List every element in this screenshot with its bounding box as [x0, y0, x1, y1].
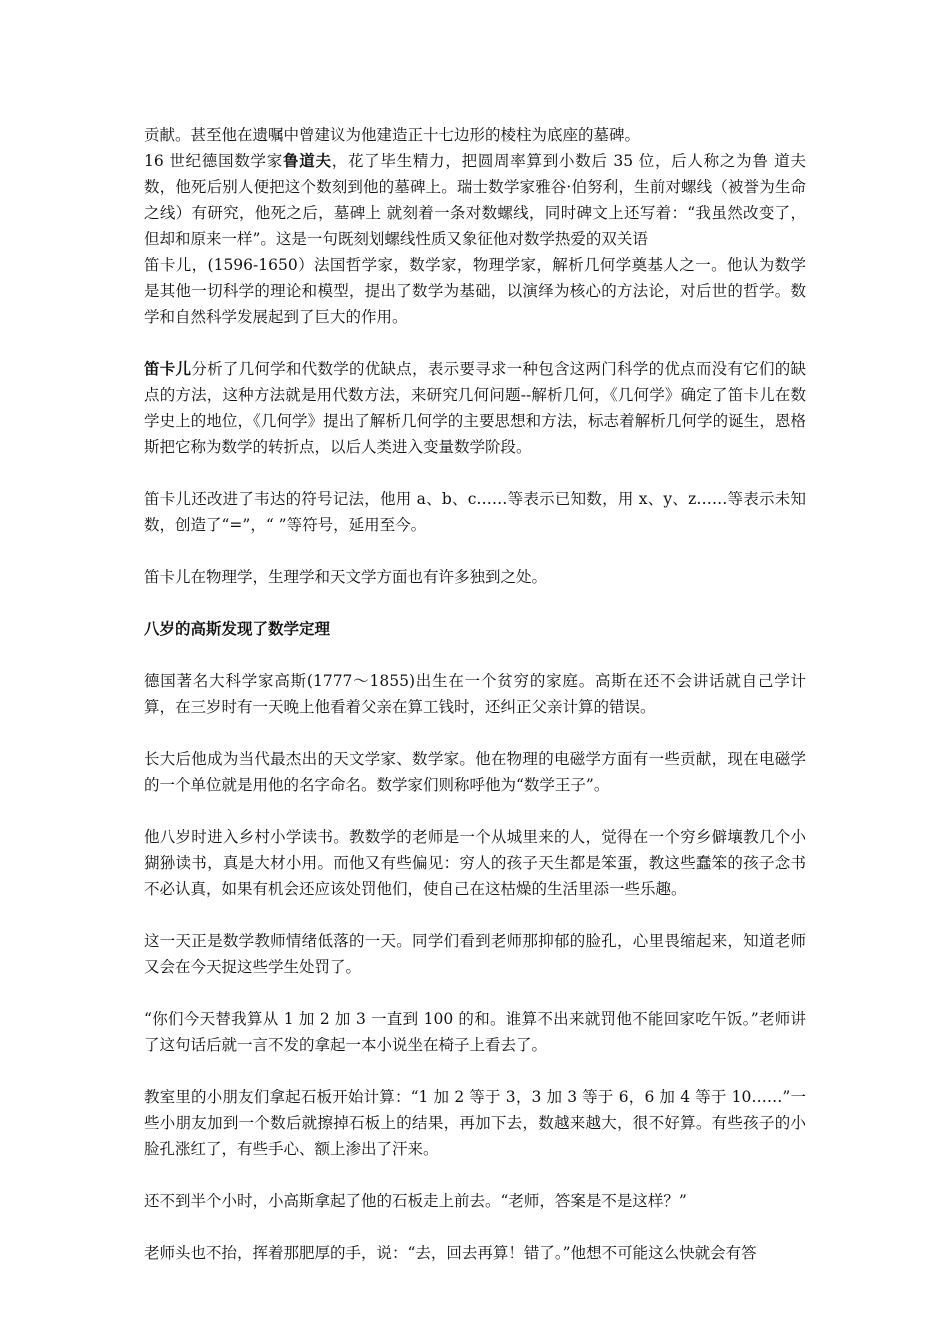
paragraph-gauss-answer: 还不到半个小时，小高斯拿起了他的石板走上前去。“老师，答案是不是这样？” — [144, 1192, 687, 1210]
paragraph-rudolph — [144, 148, 806, 252]
document-page — [144, 122, 806, 1266]
paragraph-text: 分析了几何学和代数学的优缺点，表示要寻求一种包含这两门科学的优点而没有它们的缺点的方法，这种方法就是用代数方法，来研究几何问题--解析几何，《几何学》确定了笛卡儿在数学史上的地位，《几何学》提出了解析几何学的主要思想和方法，标志着解析几何学的诞生，恩格斯把它称为数学的转折点，以后人类进入变量数学阶段。 — [144, 360, 806, 456]
paragraph-teacher-task: “你们今天替我算从 1 加 2 加 3 一直到 100 的和。谁算不出来就罚他不能回家吃午饭。”老师讲了这句话后就一言不发的拿起一本小说坐在椅子上看去了。 — [144, 1010, 806, 1054]
bold-name-rudolph: 鲁道夫 — [283, 151, 332, 170]
paragraph-students-calc: 教室里的小朋友们拿起石板开始计算：“1 加 2 等于 3，3 加 3 等于 6，6 加 4 等于 10……”一些小朋友加到一个数后就擦掉石板上的结果，再加下去，数越来越大，很不好算。有些孩子的小脸孔涨红了，有些手心、额上渗出了汗来。 — [144, 1088, 806, 1158]
paragraph-descartes-analysis — [144, 356, 806, 460]
paragraph-text: 16 世纪德国数学家 — [144, 152, 284, 170]
paragraph-teacher-mood: 这一天正是数学教师情绪低落的一天。同学们看到老师那抑郁的脸孔，心里畏缩起来，知道老师又会在今天捉这些学生处罚了。 — [144, 932, 806, 976]
paragraph-gauss-prince: 长大后他成为当代最杰出的天文学家、数学家。他在物理的电磁学方面有一些贡献，现在电磁学的一个单位就是用他的名字命名。数学家们则称呼他为“数学王子”。 — [144, 750, 806, 794]
bold-name-descartes: 笛卡儿 — [144, 359, 192, 378]
paragraph-descartes-intro: 笛卡儿，(1596-1650）法国哲学家，数学家，物理学家，解析几何学奠基人之一。他认为数学是其他一切科学的理论和模型，提出了数学为基础，以演绎为核心的方法论，对后世的哲学。数学和自然科学发展起到了巨大的作用。 — [144, 256, 806, 326]
paragraph-gauss-school: 他八岁时进入乡村小学读书。教数学的老师是一个从城里来的人，觉得在一个穷乡僻壤教几个小猢狲读书，真是大材小用。而他又有些偏见：穷人的孩子天生都是笨蛋，教这些蠢笨的孩子念书不必认真，如果有机会还应该处罚他们，使自己在这枯燥的生活里添一些乐趣。 — [144, 828, 806, 898]
section-heading-gauss: 八岁的高斯发现了数学定理 — [144, 619, 331, 638]
paragraph-teacher-reply: 老师头也不抬，挥着那肥厚的手，说：“去，回去再算！错了。”他想不可能这么快就会有答 — [144, 1244, 757, 1262]
paragraph-descartes-other: 笛卡儿在物理学，生理学和天文学方面也有许多独到之处。 — [144, 568, 548, 586]
paragraph-descartes-notation: 笛卡儿还改进了韦达的符号记法，他用 a、b、c……等表示已知数，用 x、y、z……等表示未知数，创造了“=”，“ ”等符号，延用至今。 — [144, 490, 806, 534]
paragraph-text: ，花了毕生精力，把圆周率算到小数后 35 位，后人称之为鲁 道夫数，他死后别人便把这个数刻到他的墓碑上。瑞士数学家雅谷·伯努利，生前对螺线（被誉为生命之线）有研究，他死之后，墓碑上 就刻着一条对数螺线，同时碑文上还写着：“我虽然改变了，但却和原来一样”。这是一句既刻划螺线性质又象征他对数学热爱的双关语 — [144, 152, 806, 248]
paragraph-gauss-birth: 德国著名大科学家高斯(1777～1855)出生在一个贫穷的家庭。高斯在还不会讲话就自己学计算，在三岁时有一天晚上他看着父亲在算工钱时，还纠正父亲计算的错误。 — [144, 672, 806, 716]
paragraph-tomb-heptadecagon: 贡献。甚至他在遗嘱中曾建议为他建造正十七边形的棱柱为底座的墓碑。 — [144, 126, 641, 144]
